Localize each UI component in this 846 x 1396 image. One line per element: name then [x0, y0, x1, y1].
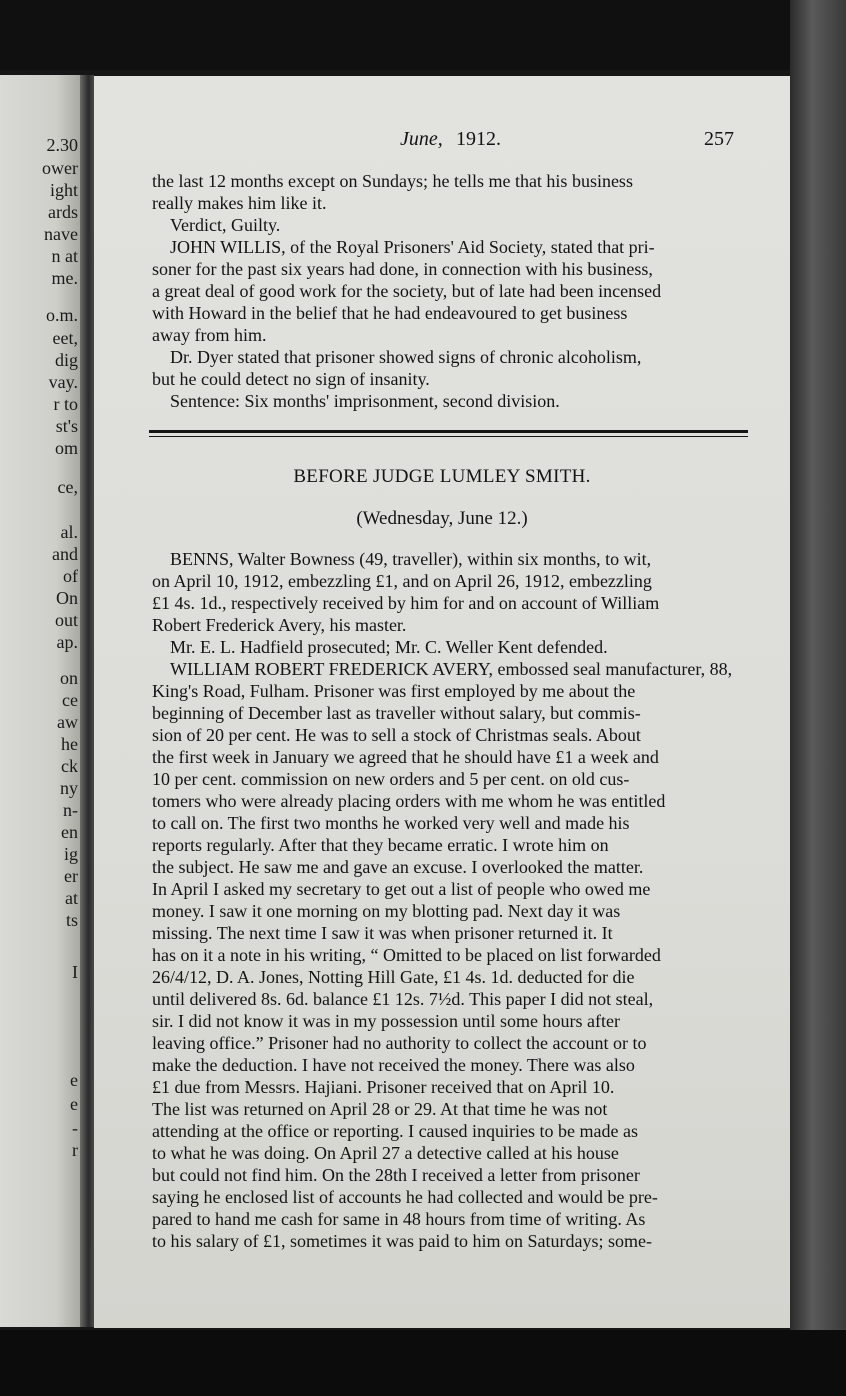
text-line: saying he enclosed list of accounts he had collected and would be pre-	[152, 1187, 658, 1207]
text-line: on April 10, 1912, embezzling £1, and on April 26, 1912, embezzling	[152, 571, 652, 591]
text-line: soner for the past six years had done, in connection with his business,	[152, 259, 653, 279]
text-line: make the deduction. I have not received the money. There was also	[152, 1055, 635, 1075]
text-line: tomers who were already placing orders with me whom he was entitled	[152, 791, 666, 811]
facing-page-text: nave	[44, 224, 78, 244]
text-line: to his salary of £1, sometimes it was paid to him on Saturdays; some-	[152, 1231, 652, 1251]
facing-page-text: e	[70, 1094, 78, 1114]
facing-page-text: of	[63, 566, 78, 586]
facing-page-text: On	[56, 588, 78, 608]
text-line: the last 12 months except on Sundays; he tells me that his business	[152, 171, 633, 191]
facing-page-text: he	[61, 734, 78, 754]
text-line: JOHN WILLIS, of the Royal Prisoners' Aid Society, stated that pri-	[170, 237, 655, 257]
facing-page-text: ts	[65, 910, 78, 930]
facing-page-text: al.	[60, 522, 78, 542]
facing-page-text: r to	[53, 394, 78, 414]
scan-top-border	[0, 0, 846, 70]
text-line: 10 per cent. commission on new orders and 5 per cent. on old cus-	[152, 769, 630, 789]
facing-page-text: r	[72, 1140, 78, 1160]
text-line: but could not find him. On the 28th I received a letter from prisoner	[152, 1165, 640, 1185]
facing-page-text: I	[72, 962, 78, 982]
facing-page-fragment	[0, 75, 80, 1327]
text-line: Sentence: Six months' imprisonment, second division.	[170, 391, 560, 411]
text-line: £1 due from Messrs. Hajiani. Prisoner received that on April 10.	[152, 1077, 615, 1097]
facing-page-text: -	[72, 1118, 78, 1138]
facing-page-text: dig	[54, 350, 78, 370]
book-page	[94, 76, 790, 1328]
facing-page-text: vay.	[48, 372, 78, 392]
facing-page-text: ck	[61, 756, 78, 776]
text-line: 26/4/12, D. A. Jones, Notting Hill Gate, £1 4s. 1d. deducted for die	[152, 967, 635, 987]
text-line: a great deal of good work for the society, but of late had been incensed	[152, 281, 662, 301]
text-line: Verdict, Guilty.	[170, 215, 281, 235]
text-line: until delivered 8s. 6d. balance £1 12s. 7½d. This paper I did not steal,	[152, 989, 654, 1009]
scan-right-edge	[790, 0, 846, 1396]
text-line: £1 4s. 1d., respectively received by him for and on account of William	[152, 593, 660, 613]
text-line: to call on. The first two months he worked very well and made his	[152, 813, 630, 833]
page-number: 257	[704, 128, 734, 150]
text-line: King's Road, Fulham. Prisoner was first employed by me about the	[152, 681, 636, 701]
facing-page-text: and	[52, 544, 78, 564]
text-line: with Howard in the belief that he had endeavoured to get business	[152, 303, 628, 323]
facing-page-text: ce	[62, 690, 78, 710]
book-gutter	[80, 75, 94, 1327]
facing-page-text: me.	[51, 268, 78, 288]
facing-page-text: at	[65, 888, 78, 908]
text-line: leaving office.” Prisoner had no authority to collect the account or to	[152, 1033, 647, 1053]
facing-page-text: e	[70, 1070, 78, 1090]
section-divider-thin	[149, 436, 748, 437]
text-line: the subject. He saw me and gave an excuse. I overlooked the matter.	[152, 857, 644, 877]
facing-page-text: er	[64, 866, 78, 886]
text-line: Dr. Dyer stated that prisoner showed signs of chronic alcoholism,	[170, 347, 642, 367]
text-line: In April I asked my secretary to get out a list of people who owed me	[152, 879, 651, 899]
text-line: attending at the office or reporting. I caused inquiries to be made as	[152, 1121, 638, 1141]
facing-page-text: ig	[63, 844, 78, 864]
text-line: the first week in January we agreed that he should have £1 a week and	[152, 747, 659, 767]
text-line: Mr. E. L. Hadfield prosecuted; Mr. C. Weller Kent defended.	[170, 637, 608, 657]
running-header-month: June,	[400, 128, 443, 150]
facing-page-text: on	[60, 668, 78, 688]
text-line: away from him.	[152, 325, 267, 345]
text-line: beginning of December last as traveller without salary, but commis-	[152, 703, 641, 723]
facing-page-text: eet,	[52, 328, 78, 348]
section-divider-thick	[149, 430, 748, 433]
facing-page-text: ny	[60, 778, 78, 798]
facing-page-text: o.m.	[45, 305, 78, 325]
running-header-year: 1912.	[456, 128, 501, 150]
text-line: WILLIAM ROBERT FREDERICK AVERY, embossed seal manufacturer, 88,	[170, 659, 733, 679]
facing-page-text: en	[61, 822, 78, 842]
court-date: (Wednesday, June 12.)	[356, 508, 528, 529]
court-heading: BEFORE JUDGE LUMLEY SMITH.	[293, 466, 591, 487]
facing-page-text: n at	[51, 246, 78, 266]
text-line: sir. I did not know it was in my possession until some hours after	[152, 1011, 620, 1031]
facing-page-text: out	[54, 610, 78, 630]
text-line: really makes him like it.	[152, 193, 327, 213]
text-line: but he could detect no sign of insanity.	[152, 369, 430, 389]
text-line: money. I saw it one morning on my blotting pad. Next day it was	[152, 901, 621, 921]
facing-page-text: ce,	[57, 477, 78, 497]
scan-bottom-border	[0, 1330, 846, 1396]
text-line: The list was returned on April 28 or 29. At that time he was not	[152, 1099, 608, 1119]
facing-page-text: ap.	[56, 632, 78, 652]
facing-page-text: ight	[49, 180, 78, 200]
text-line: BENNS, Walter Bowness (49, traveller), within six months, to wit,	[170, 549, 652, 569]
text-line: has on it a note in his writing, “ Omitted to be placed on list forwarded	[152, 945, 661, 965]
facing-page-text: 2.30	[46, 135, 78, 155]
text-line: to what he was doing. On April 27 a detective called at his house	[152, 1143, 619, 1163]
text-line: reports regularly. After that they became erratic. I wrote him on	[152, 835, 609, 855]
facing-page-text: st's	[55, 416, 78, 436]
facing-page-text: om	[54, 438, 78, 458]
facing-page-text: n-	[63, 800, 78, 820]
facing-page-text: aw	[57, 712, 78, 732]
facing-page-text: ards	[48, 202, 78, 222]
text-line: pared to hand me cash for same in 48 hours from time of writing. As	[152, 1209, 646, 1229]
text-line: Robert Frederick Avery, his master.	[152, 615, 407, 635]
facing-page-text: ower	[42, 158, 78, 178]
text-line: sion of 20 per cent. He was to sell a stock of Christmas seals. About	[152, 725, 641, 745]
text-line: missing. The next time I saw it was when prisoner returned it. It	[152, 923, 613, 943]
